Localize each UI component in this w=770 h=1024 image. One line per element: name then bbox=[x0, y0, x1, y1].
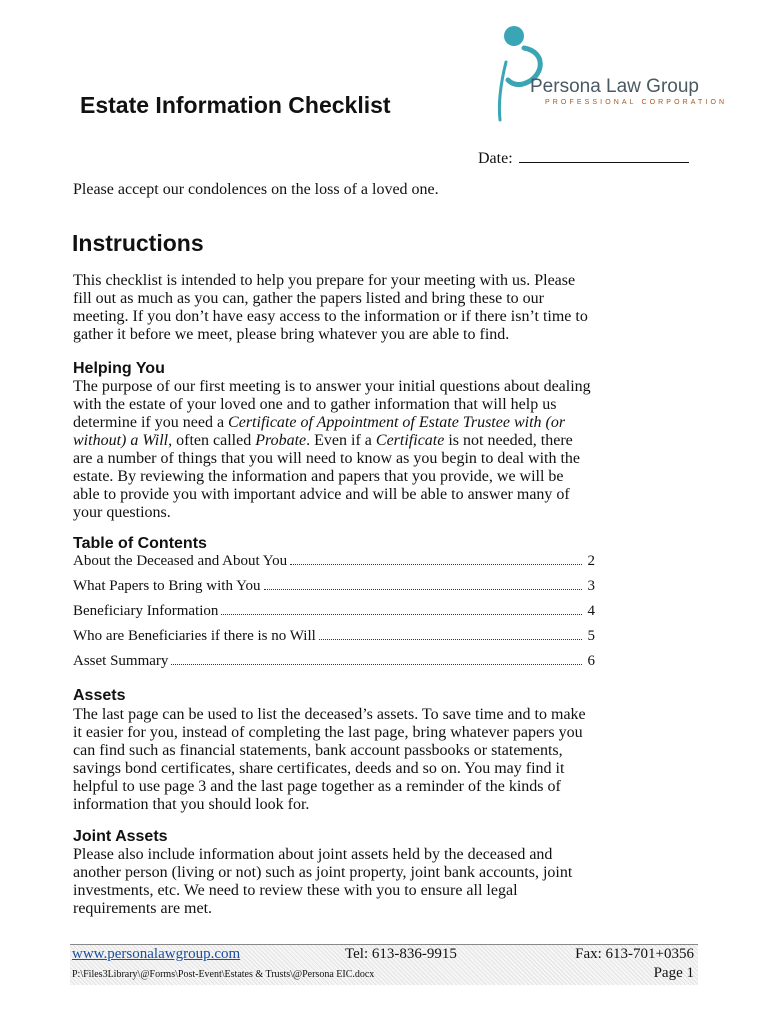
toc-entry[interactable] bbox=[73, 553, 595, 578]
toc-entry[interactable] bbox=[73, 653, 595, 678]
table-of-contents bbox=[73, 553, 595, 678]
helping-you-paragraph bbox=[73, 378, 613, 522]
text-line: fill out as much as you can, gather the papers listed and bring these to our bbox=[73, 290, 544, 307]
instructions-paragraph bbox=[73, 272, 613, 344]
text-span: . Even if a bbox=[306, 432, 376, 449]
text-line: able to provide you with important advice and will be able to answer many of bbox=[73, 486, 570, 503]
footer-fax: Fax: 613-701+0356 bbox=[575, 946, 694, 962]
text-line: This checklist is intended to help you prepare for your meeting with us. Please bbox=[73, 272, 576, 289]
joint-assets-paragraph bbox=[73, 846, 613, 918]
date-blank-line[interactable] bbox=[519, 148, 689, 163]
toc-page[interactable]: 5 bbox=[587, 628, 595, 644]
condolence-text: Please accept our condolences on the loss of a loved one. bbox=[73, 181, 439, 198]
text-line: your questions. bbox=[73, 504, 171, 521]
footer-telephone: Tel: 613-836-9915 bbox=[345, 946, 457, 962]
toc-leader bbox=[319, 639, 582, 640]
certificate-term: Certificate of Appointment of Estate Trustee with (or bbox=[228, 414, 566, 431]
toc-entry[interactable] bbox=[73, 603, 595, 628]
assets-heading: Assets bbox=[73, 687, 126, 704]
toc-leader bbox=[290, 564, 582, 565]
text-line: information that you should look for. bbox=[73, 796, 310, 813]
toc-label[interactable]: Asset Summary bbox=[73, 653, 169, 669]
text-line: requirements are met. bbox=[73, 900, 213, 917]
toc-page[interactable]: 3 bbox=[587, 578, 595, 594]
text-line: meeting. If you don’t have easy access to the information or if there isn’t time to bbox=[73, 308, 588, 325]
text-line: can find such as financial statements, bank account passbooks or statements, bbox=[73, 742, 563, 759]
toc-label[interactable]: Beneficiary Information bbox=[73, 603, 219, 619]
helping-you-heading: Helping You bbox=[73, 360, 165, 377]
logo-tagline: PROFESSIONAL CORPORATION bbox=[545, 99, 728, 106]
text-line: are a number of things that you will need to know as you begin to deal with the bbox=[73, 450, 580, 467]
toc-page[interactable]: 4 bbox=[587, 603, 595, 619]
toc-leader bbox=[264, 589, 583, 590]
toc-page[interactable]: 2 bbox=[587, 553, 595, 569]
date-label: Date: bbox=[478, 150, 513, 167]
text-line: estate. By reviewing the information and papers that you provide, we will be bbox=[73, 468, 564, 485]
text-span: often called bbox=[172, 432, 256, 449]
toc-entry[interactable] bbox=[73, 628, 595, 653]
text-line: The last page can be used to list the deceased’s assets. To save time and to make bbox=[73, 706, 586, 723]
document-title: Estate Information Checklist bbox=[80, 92, 391, 118]
text-line bbox=[73, 432, 613, 450]
text-line: helpful to use page 3 and the last page together as a reminder of the kinds of bbox=[73, 778, 561, 795]
logo-wordmark: Persona Law Group bbox=[530, 76, 699, 97]
toc-label[interactable]: Who are Beneficiaries if there is no Will bbox=[73, 628, 316, 644]
certificate-term: Certificate bbox=[375, 432, 445, 449]
text-line: it easier for you, instead of completing the last page, bring whatever papers you bbox=[73, 724, 583, 741]
text-span: is not needed, there bbox=[444, 432, 573, 449]
text-line: investments, etc. We need to review these with you to ensure all legal bbox=[73, 882, 518, 899]
joint-assets-heading: Joint Assets bbox=[73, 828, 168, 845]
toc-leader bbox=[221, 614, 582, 615]
text-line: savings bond certificates, share certificates, deeds and so on. You may find it bbox=[73, 760, 565, 777]
toc-label[interactable]: About the Deceased and About You bbox=[73, 553, 288, 569]
toc-page[interactable]: 6 bbox=[587, 653, 595, 669]
toc-label[interactable]: What Papers to Bring with You bbox=[73, 578, 261, 594]
page-footer bbox=[70, 944, 698, 985]
instructions-heading: Instructions bbox=[72, 230, 204, 256]
text-line: Please also include information about joint assets held by the deceased and bbox=[73, 846, 553, 863]
website-link[interactable]: www.personalawgroup.com bbox=[72, 946, 241, 962]
footer-page-number: Page 1 bbox=[653, 965, 694, 981]
will-term: without) a Will, bbox=[73, 432, 173, 449]
assets-paragraph bbox=[73, 706, 613, 814]
persona-logo-icon bbox=[488, 22, 708, 126]
probate-term: Probate bbox=[255, 432, 307, 449]
toc-heading: Table of Contents bbox=[73, 535, 207, 552]
text-line: with the estate of your loved one and to gather information that will help us bbox=[73, 396, 557, 413]
footer-file-path: P:\Files3Library\@Forms\Post-Event\Estates & Trusts\@Persona EIC.docx bbox=[72, 969, 375, 980]
text-line bbox=[73, 414, 613, 432]
text-span: determine if you need a bbox=[73, 414, 229, 431]
toc-entry[interactable] bbox=[73, 578, 595, 603]
text-line: The purpose of our first meeting is to answer your initial questions about dealing bbox=[73, 378, 591, 395]
text-line: gather it before we meet, please bring whatever you are able to find. bbox=[73, 326, 510, 343]
text-line: another person (living or not) such as joint property, joint bank accounts, joint bbox=[73, 864, 573, 881]
date-field[interactable] bbox=[478, 148, 689, 168]
toc-leader bbox=[171, 664, 582, 665]
